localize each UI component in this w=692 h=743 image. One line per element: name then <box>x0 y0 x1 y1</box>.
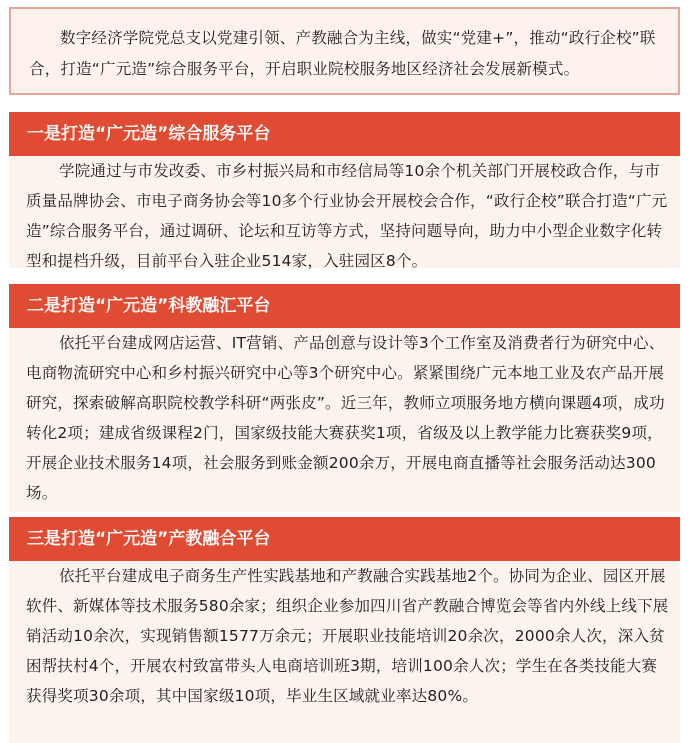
section-header-2 <box>9 284 680 328</box>
section-text-3: 依托平台建成电子商务生产性实践基地和产教融合实践基地2个。协同为企业、园区开展软件、新媒体等技术服务580余家；组织企业参加四川省产教融合博览会等省内外线上线下展销活动10余次，实现销售额1577万余元；开展职业技能培训20余次，2000余人次，深入贫困帮扶村4个，开展农村致富带头人电商培训班3期，培训100余人次；学生在各类技能大赛获得奖项30余项，其中国家级10项，毕业生区域就业率达80%。 <box>26 567 669 705</box>
section-text-1: 学院通过与市发改委、市乡村振兴局和市经信局等10余个机关部门开展校政合作，与市质量品牌协会、市电子商务协会等10多个行业协会开展校会合作，“政行企校”联合打造“广元造”综合服务平台，通过调研、论坛和互访等方式，坚持问题导向，助力中小型企业数字化转型和提档升级，目前平台入驻企业514家，入驻园区8个。 <box>26 162 668 270</box>
section-header-1 <box>9 112 680 156</box>
section-title-3: 三是打造“广元造”产教融合平台 <box>27 529 271 549</box>
section-text-2: 依托平台建成网店运营、IT营销、产品创意与设计等3个工作室及消费者行为研究中心、电商物流研究中心和乡村振兴研究中心等3个研究中心。紧紧围绕广元本地工业及农产品开展研究，探索破解高职院校教学科研“两张皮”。近三年，教师立项服务地方横向课题4项，成功转化2项；建成省级课程2门，国家级技能大赛获奖1项，省级及以上教学能力比赛获奖9项，开展企业技术服务14项，社会服务到账金额200余万，开展电商直播等社会服务活动达300场。 <box>26 334 665 502</box>
section-body-2 <box>9 328 680 512</box>
section-title-1: 一是打造“广元造”综合服务平台 <box>27 124 271 144</box>
section-body-3 <box>9 561 680 743</box>
intro-text: 数字经济学院党总支以党建引领、产教融合为主线，做实“党建+”，推动“政行企校”联合，打造“广元造”综合服务平台，开启职业院校服务地区经济社会发展新模式。 <box>29 29 656 78</box>
intro-box <box>9 7 680 95</box>
section-header-3 <box>9 517 680 561</box>
section-body-1 <box>9 156 680 268</box>
section-title-2: 二是打造“广元造”科教融汇平台 <box>27 296 271 316</box>
